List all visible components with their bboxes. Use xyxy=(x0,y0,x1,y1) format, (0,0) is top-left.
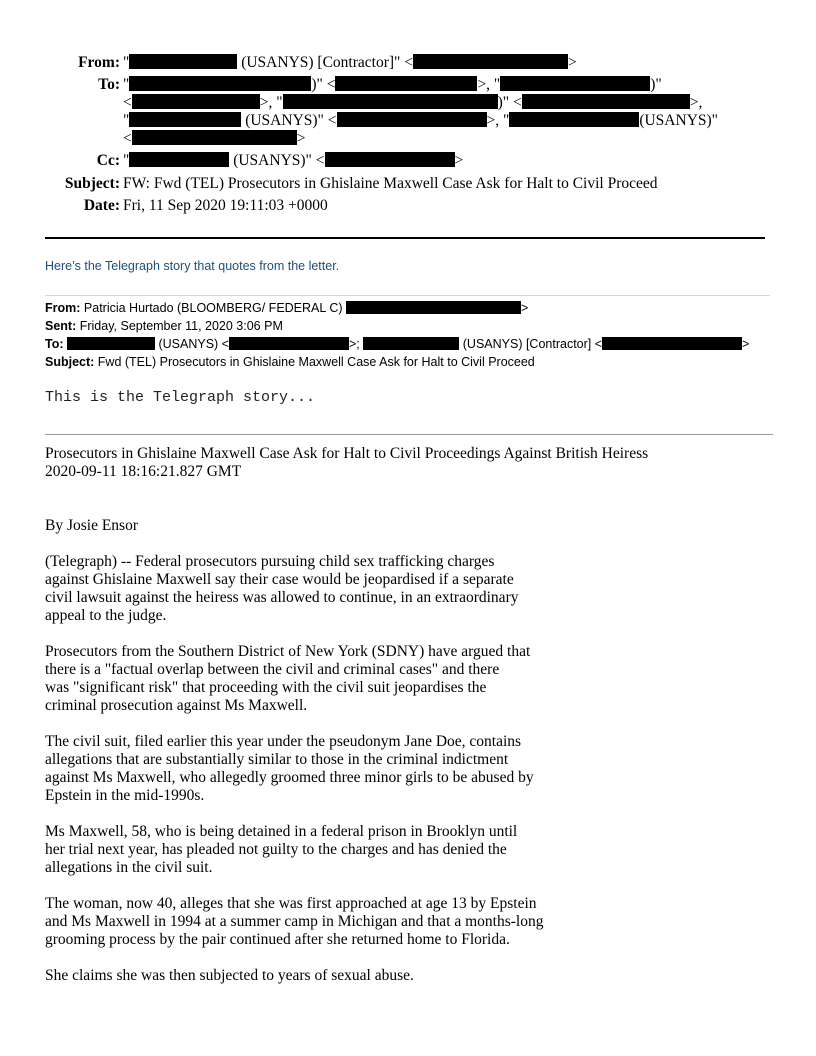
story-paragraph: Prosecutors from the Southern District of New York (SDNY) have argued that there is a "factual overlap between the civil and criminal cases" and there was "significant risk" that proceeding with the civil suit jeopardises the criminal prosecution against Ms Maxwell. xyxy=(45,643,531,714)
story-divider xyxy=(45,434,773,435)
redaction xyxy=(67,337,155,350)
to-line-1: " )" < >, " )" xyxy=(123,76,662,93)
redaction xyxy=(363,337,459,350)
redaction xyxy=(509,112,639,127)
story-paragraph: Ms Maxwell, 58, who is being detained in a federal prison in Brooklyn until her trial next year, has pleaded not guilty to the charges and has denied the allegations in the civil suit. xyxy=(45,823,518,876)
redaction xyxy=(283,94,498,109)
redaction xyxy=(337,112,487,127)
redaction xyxy=(346,301,521,314)
redaction xyxy=(325,152,455,167)
to-line-2: < >, " )" < >, xyxy=(123,94,703,111)
story-paragraph: She claims she was then subjected to years of sexual abuse. xyxy=(45,967,414,984)
date-label: Date: xyxy=(83,197,120,214)
forwarded-from: From: Patricia Hurtado (BLOOMBERG/ FEDERAL C) > xyxy=(45,301,529,315)
cc-label: Cc: xyxy=(96,152,120,169)
cc-value: " (USANYS)" < > xyxy=(123,152,464,169)
forwarded-sent: Sent: Friday, September 11, 2020 3:06 PM xyxy=(45,319,283,333)
redaction xyxy=(500,76,650,91)
redaction xyxy=(229,337,349,350)
story-paragraph: (Telegraph) -- Federal prosecutors pursuing child sex trafficking charges against Ghislaine Maxwell say their case would be jeopardised if a separate civil lawsuit against the heiress was allowed to continue, in an extraordinary appeal to the judge. xyxy=(45,553,519,624)
date-value: Fri, 11 Sep 2020 19:11:03 +0000 xyxy=(123,197,328,214)
subject-value: FW: Fwd (TEL) Prosecutors in Ghislaine Maxwell Case Ask for Halt to Civil Proceed xyxy=(123,175,658,192)
redaction xyxy=(129,76,311,91)
forwarded-to: To: (USANYS) < >; (USANYS) [Contractor] < > xyxy=(45,337,750,351)
to-line-3: " (USANYS)" < >, " (USANYS)" xyxy=(123,112,718,129)
header-divider xyxy=(45,237,765,239)
from-label: From: xyxy=(78,54,120,71)
redaction xyxy=(132,94,260,109)
redaction xyxy=(132,130,297,145)
intro-text: Here’s the Telegraph story that quotes from the letter. xyxy=(45,259,340,273)
subject-label: Subject: xyxy=(64,175,120,192)
to-label: To: xyxy=(98,76,120,93)
redaction xyxy=(522,94,690,109)
redaction xyxy=(413,54,568,69)
redaction xyxy=(335,76,477,91)
forwarded-subject: Subject: Fwd (TEL) Prosecutors in Ghislaine Maxwell Case Ask for Halt to Civil Proceed xyxy=(45,355,535,369)
redaction xyxy=(129,112,241,127)
redaction xyxy=(602,337,742,350)
story-paragraph: The civil suit, filed earlier this year under the pseudonym Jane Doe, contains allegations that are substantially similar to those in the criminal indictment against Ms Maxwell, who allegedly groomed three minor girls to be abused by Epstein in the mid-1990s. xyxy=(45,733,534,804)
story-timestamp: 2020-09-11 18:16:21.827 GMT xyxy=(45,463,242,480)
story-paragraph: The woman, now 40, alleges that she was first approached at age 13 by Epstein and Ms Maxwell in 1994 at a summer camp in Michigan and that a months-long grooming process by the pair continued after she returned home to Florida. xyxy=(45,895,544,948)
from-value: " (USANYS) [Contractor]" < > xyxy=(123,54,577,71)
to-line-4: < > xyxy=(123,130,306,147)
story-byline: By Josie Ensor xyxy=(45,517,138,534)
forward-divider xyxy=(45,295,770,296)
redaction xyxy=(129,54,237,69)
note-text: This is the Telegraph story... xyxy=(45,389,316,406)
story-headline: Prosecutors in Ghislaine Maxwell Case Ask for Halt to Civil Proceedings Against British Heiress xyxy=(45,445,649,462)
redaction xyxy=(129,152,229,167)
